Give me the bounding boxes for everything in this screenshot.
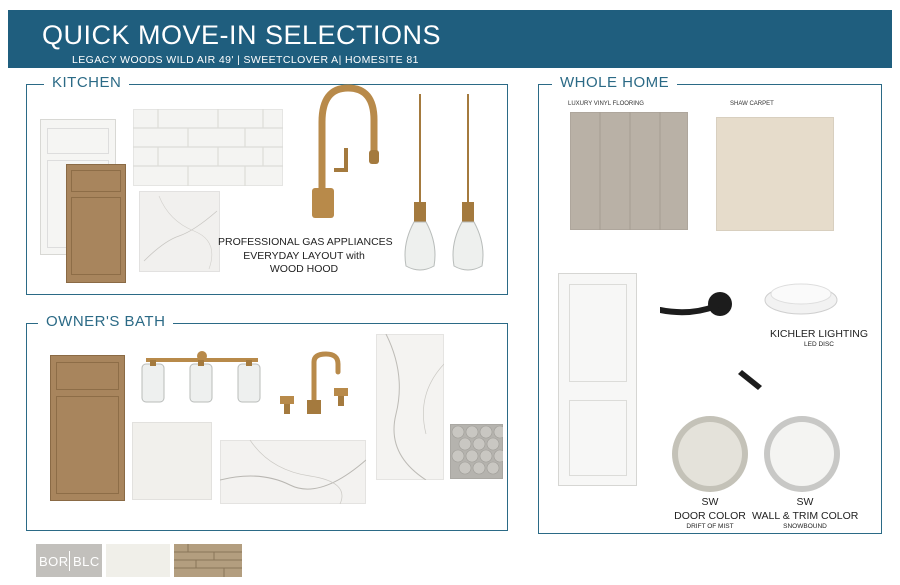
pendant-lights-image <box>400 94 490 274</box>
exterior-code-divider <box>69 551 70 571</box>
appliances-line-3: WOOD HOOD <box>269 263 339 276</box>
flooring-label: LUXURY VINYL FLOORING <box>568 101 644 107</box>
door-color-brand: SW <box>701 496 719 508</box>
wood-cabinet-door <box>66 164 126 283</box>
trim-color-brand: SW <box>796 496 814 508</box>
cabinet-pull-image <box>736 368 766 394</box>
hex-mosaic-tile <box>450 424 503 479</box>
appliances-line-1: PROFESSIONAL GAS APPLIANCES <box>218 236 393 248</box>
carpet-label: SHAW CARPET <box>730 101 774 107</box>
quartz-countertop <box>139 191 220 272</box>
marble-shower-tile <box>376 334 444 480</box>
exterior-code-left: BOR <box>39 554 69 569</box>
exterior-trim-swatch <box>106 544 170 577</box>
appliances-caption <box>218 236 393 277</box>
bath-countertop-swatch <box>132 422 212 500</box>
header-banner <box>8 10 892 68</box>
door-color-name: DRIFT OF MIST <box>686 523 734 531</box>
vanity-light-image <box>138 350 266 406</box>
page-subtitle: LEGACY WOODS WILD AIR 49' | SWEETCLOVER A| HOMESITE 81 <box>72 54 419 66</box>
trim-color-label: WALL & TRIM COLOR <box>752 509 859 522</box>
carpet-swatch <box>716 117 834 231</box>
subway-tile-backsplash <box>133 109 283 186</box>
trim-color-caption <box>752 496 858 532</box>
page-title: QUICK MOVE-IN SELECTIONS <box>42 20 442 50</box>
appliances-line-2: EVERYDAY LAYOUT with <box>243 249 365 262</box>
interior-door <box>558 273 637 486</box>
trim-paint-can <box>764 416 840 492</box>
marble-countertop <box>220 440 366 504</box>
lighting-caption: KICHLER LIGHTING <box>769 328 869 340</box>
exterior-color-codes <box>36 544 102 577</box>
exterior-code-right: BLC <box>73 554 100 569</box>
exterior-stone-swatch <box>174 544 242 577</box>
kitchen-title: KITCHEN <box>44 74 129 91</box>
door-paint-can <box>672 416 748 492</box>
door-color-caption <box>660 496 760 532</box>
bath-title: OWNER'S BATH <box>38 313 173 330</box>
kitchen-faucet-image <box>300 82 380 222</box>
bath-faucet-image <box>274 350 354 416</box>
vinyl-flooring-swatch <box>570 112 688 230</box>
lighting-subcaption: LED DISC <box>804 341 834 348</box>
whole-home-title: WHOLE HOME <box>552 74 677 91</box>
door-color-label: DOOR COLOR <box>674 509 746 522</box>
led-disc-light-image <box>764 276 838 318</box>
door-lever-image <box>660 288 740 324</box>
vanity-cabinet-door <box>50 355 125 501</box>
trim-color-name: SNOWBOUND <box>783 523 827 531</box>
